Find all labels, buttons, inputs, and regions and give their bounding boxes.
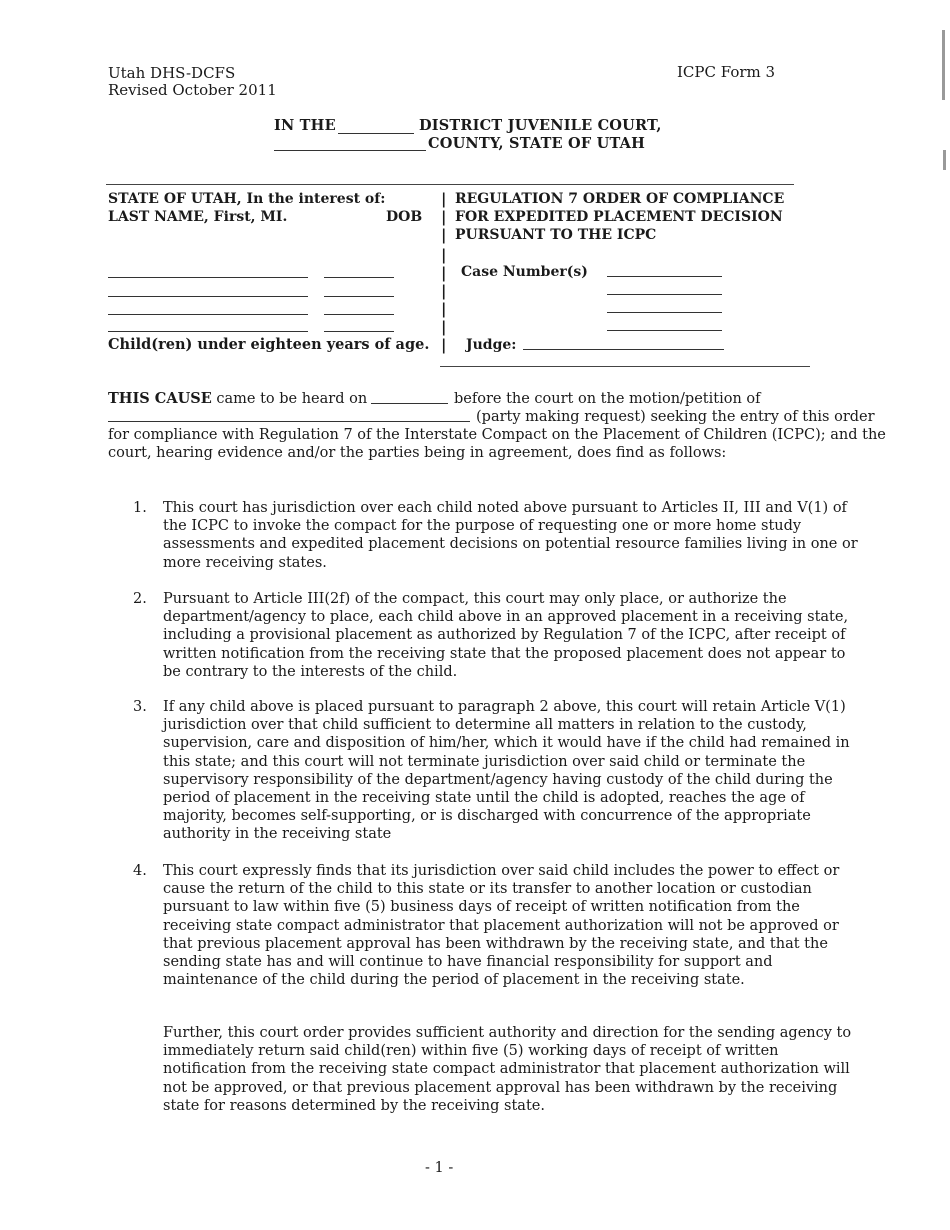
child-dob-field[interactable] (324, 331, 394, 332)
finding-text: Pursuant to Article III(2f) of the compact, this court may only place, or authorize the department/agency to place, each child above in an approved placement in a receiving state, including a provisional placement as authorized by Regulation 7 of the ICPC, after receipt of written notification from the receiving state that the proposed placement does not appear to be contrary to the interests of the child. (163, 591, 849, 680)
case-number-field[interactable] (607, 330, 722, 331)
finding-number: 4. (133, 863, 147, 879)
finding-number: 1. (133, 500, 147, 516)
cause-text-4: for compliance with Regulation 7 of the Interstate Compact on the Placement of Children (ICPC); and the (108, 427, 886, 443)
caption-divider: | (441, 208, 447, 226)
party-field[interactable] (108, 421, 470, 422)
caption-left-subtitle: LAST NAME, First, MI. (108, 209, 288, 225)
agency-name: Utah DHS-DCFS (108, 64, 236, 82)
cause-text-2: before the court on the motion/petition of (454, 391, 761, 407)
child-name-field[interactable] (108, 296, 308, 297)
dob-label: DOB (386, 209, 423, 225)
caption-divider: | (441, 282, 447, 300)
hearing-date-field[interactable] (371, 403, 448, 404)
child-name-field[interactable] (108, 331, 308, 332)
order-title-line3: PURSUANT TO THE ICPC (455, 227, 657, 243)
caption-divider: | (441, 336, 447, 354)
county-blank[interactable] (274, 150, 426, 151)
cause-text-3: (party making request) seeking the entry of this order (476, 409, 875, 425)
finding-text: This court has jurisdiction over each child noted above pursuant to Articles II, III and V(1) of the ICPC to invoke the compact for the purpose of requesting one or more home study assessments and expedited placement decisions on potential resource families living in one or more receiving states. (163, 500, 858, 571)
case-number-label: Case Number(s) (461, 264, 588, 280)
child-name-field[interactable] (108, 314, 308, 315)
caption-divider: | (441, 264, 447, 282)
caption-top-rule (106, 184, 794, 185)
caption-left-title: STATE OF UTAH, In the interest of: (108, 191, 386, 207)
scan-edge-mark (943, 150, 946, 170)
child-dob-field[interactable] (324, 296, 394, 297)
caption-bottom-rule (440, 366, 810, 367)
scan-edge-mark (942, 30, 945, 100)
child-dob-field[interactable] (324, 277, 394, 278)
caption-divider: | (441, 318, 447, 336)
judge-label: Judge: (466, 337, 517, 353)
order-title-line2: FOR EXPEDITED PLACEMENT DECISION (455, 209, 783, 225)
case-number-field[interactable] (607, 294, 722, 295)
cause-text-5: court, hearing evidence and/or the parties being in agreement, does find as follows: (108, 445, 727, 461)
child-dob-field[interactable] (324, 314, 394, 315)
case-number-field[interactable] (607, 276, 722, 277)
further-paragraph: Further, this court order provides sufficient authority and direction for the sending agency to immediately return said child(ren) within five (5) working days of receipt of written notification from the receiving state compact administrator that placement authorization will not be approved, or that previous placement approval has been withdrawn by the receiving state for reasons determined by the receiving state. (163, 1025, 852, 1114)
page-number: - 1 - (425, 1160, 454, 1176)
caption-divider: | (441, 300, 447, 318)
court-line2-suffix: COUNTY, STATE OF UTAH (428, 135, 646, 152)
child-name-field[interactable] (108, 277, 308, 278)
cause-text-1: came to be heard on (216, 391, 368, 407)
finding-text: This court expressly finds that its jurisdiction over said child includes the power to effect or cause the return of the child to this state or its transfer to another location or custodian pursuant to law within five (5) business days of receipt of written notification from the receiving state compact administrator that placement authorization will not be approved or that previous placement approval has been withdrawn by the receiving state, and that the sending state has and will continue to have financial responsibility for support and maintenance of the child during the period of placement in the receiving state. (163, 863, 840, 989)
finding-text: If any child above is placed pursuant to paragraph 2 above, this court will retain Article V(1) jurisdiction over that child sufficient to determine all matters in relation to the custody, supervision, care and disposition of him/her, which it would have if the child had remained in this state; and this court will not terminate jurisdiction over said child or terminate the supervisory responsibility of the department/agency having custody of the child during the period of placement in the receiving state until the child is adopted, reaches the age of majority, becomes self-supporting, or is discharged with concurrence of the appropriate authority in the receiving state (163, 699, 850, 843)
case-number-field[interactable] (607, 312, 722, 313)
revision-date: Revised October 2011 (108, 81, 277, 99)
district-blank[interactable] (338, 133, 414, 134)
finding-number: 2. (133, 591, 147, 607)
children-age-label: Child(ren) under eighteen years of age. (108, 336, 430, 353)
finding-number: 3. (133, 699, 147, 715)
caption-divider: | (441, 226, 447, 244)
cause-lead: THIS CAUSE (108, 390, 212, 407)
judge-field[interactable] (523, 349, 724, 350)
caption-divider: | (441, 246, 447, 264)
court-prefix: IN THE (274, 117, 336, 134)
order-title-line1: REGULATION 7 ORDER OF COMPLIANCE (455, 191, 785, 207)
caption-divider: | (441, 190, 447, 208)
court-line1-suffix: DISTRICT JUVENILE COURT, (419, 117, 662, 134)
form-id: ICPC Form 3 (677, 63, 776, 81)
